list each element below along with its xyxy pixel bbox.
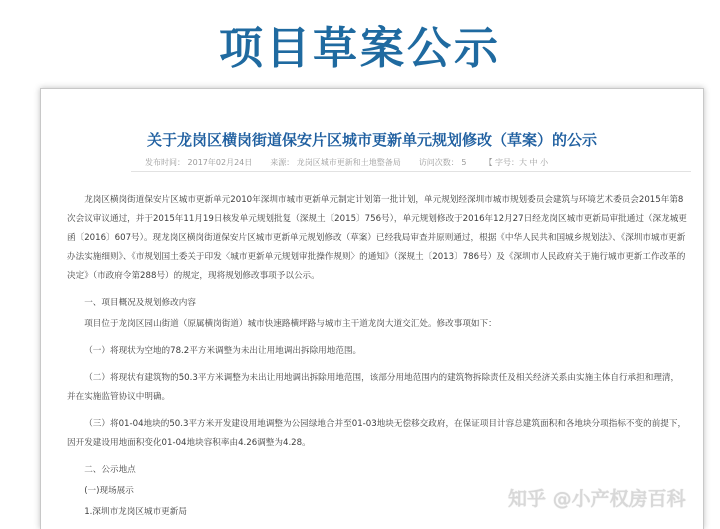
banner	[0, 0, 720, 88]
notice-document	[40, 88, 704, 529]
body-paragraph: 项目位于龙岗区园山街道（原属横岗街道）城市快速路横坪路与城市主干道龙岗大道交汇处。修改事项如下：	[84, 319, 497, 329]
body-paragraph: （一）将现状为空地的78.2平方米调整为未出让用地调出拆除用地范围。	[84, 346, 362, 356]
body-paragraph: （三）将01-04地块的50.3平方米开发建设用地调整为公园绿地合并至01-03地块无偿移交政府，在保证项目计容总建筑面积和各地块分项指标不变的前提下，因开发建设用地面积变化01-04地块容积率由4.26调整为4.28。	[67, 419, 687, 448]
zhihu-watermark: 知乎 @小产权房百科	[508, 488, 686, 510]
notice-title: 关于龙岗区横岗街道保安片区城市更新单元规划修改（草案）的公示	[146, 131, 597, 149]
meta-divider	[131, 171, 691, 172]
section-heading: 二、公示地点	[84, 465, 136, 475]
notice-meta	[145, 157, 665, 168]
body-paragraph: （二）将现状有建筑物的50.3平方米调整为未出让用地调出拆除用地范围，该部分用地范围内的建筑物拆除责任及相关经济关系由实施主体自行承担和理清，并在实施监管协议中明确。	[67, 373, 680, 402]
view-count: 访问次数： 5	[418, 158, 467, 167]
publish-time: 发布时间： 2017年02月24日	[145, 158, 253, 167]
section-heading: 一、项目概况及规划修改内容	[84, 298, 196, 308]
banner-title: 项目草案公示	[219, 23, 501, 74]
source-label: 来源： 龙岗区城市更新和土地整备局	[270, 158, 401, 167]
notice-body	[67, 191, 687, 524]
font-size-switch[interactable]: 【 字号：大 中 小	[484, 158, 549, 167]
body-paragraph: 龙岗区横岗街道保安片区城市更新单元2010年深圳市城市更新单元制定计划第一批计划，单元规划经深圳市城市规划委员会建筑与环境艺术委员会2015年第8次会议审议通过，并于2015年11月19日核发单元规划批复（深规土〔2015〕756号），单元规划修改于2016年12月27日经龙岗区城市更新局审批通过（深龙城更函〔2016〕607号）。现龙岗区横岗街道保安片区城市更新单元规划修改（草案）已经我局审查并原则通过，根据《中华人民共和国城乡规划法》、《深圳市城市更新办法实施细则》、《市规划国土委关于印发〈城市更新单元规划审批操作规则〉的通知》（深规土〔2013〕786号）及《深圳市人民政府关于施行城市更新工作改革的决定》（市政府令第288号）的规定，现将规划修改事项予以公示。	[67, 195, 687, 281]
body-paragraph: 1.深圳市龙岗区城市更新局	[84, 507, 187, 517]
sub-heading: (一)现场展示	[84, 486, 134, 496]
